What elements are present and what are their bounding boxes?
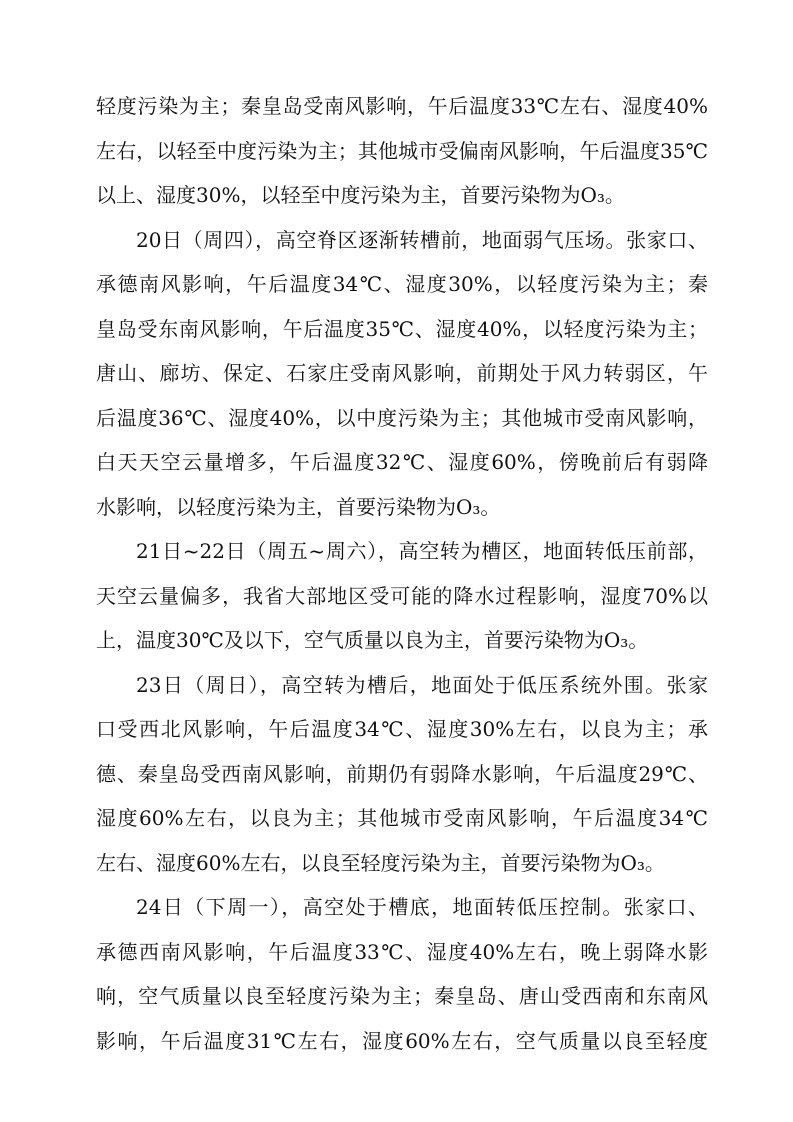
text-line: 皇岛受东南风影响，午后温度35℃、湿度40%，以轻度污染为主； [96,316,708,341]
text-line: 水影响，以轻度污染为主，首要污染物为O₃。 [96,494,501,519]
text-line: 湿度60%左右，以良为主；其他城市受南风影响，午后温度34℃ [96,806,708,830]
text-line: 23日（周日），高空转为槽后，地面处于低压系统外围。张家 [136,672,708,697]
paragraph-day-21-22 [96,529,708,663]
paragraph-continuation [96,84,708,218]
text-line: 以上、湿度30%，以轻至中度污染为主，首要污染物为O₃。 [96,183,625,207]
text-line: 德、秦皇岛受西南风影响，前期仍有弱降水影响，午后温度29℃、 [96,761,708,786]
text-line: 21日~22日（周五~周六），高空转为槽区，地面转低压前部， [136,539,708,563]
text-line: 20日（周四），高空脊区逐渐转槽前，地面弱气压场。张家口、 [136,227,708,252]
document-page [96,84,708,1063]
paragraph-day-24 [96,885,708,1063]
paragraph-day-23 [96,663,708,886]
text-line: 左右，以轻至中度污染为主；其他城市受偏南风影响，午后温度35℃ [96,138,708,163]
text-line: 白天天空云量增多，午后温度32℃、湿度60%，傍晚前后有弱降 [96,450,708,474]
text-line: 轻度污染为主；秦皇岛受南风影响，午后温度33℃左右、湿度40% [96,94,708,118]
text-line: 承德西南风影响，午后温度33℃、湿度40%左右，晚上弱降水影 [96,939,708,964]
text-line: 24日（下周一），高空处于槽底，地面转低压控制。张家口、 [136,895,708,919]
text-line: 天空云量偏多，我省大部地区受可能的降水过程影响，湿度70%以 [96,583,708,608]
text-line: 影响，午后温度31℃左右，湿度60%左右，空气质量以良至轻度 [96,1028,708,1053]
text-line: 左右、湿度60%左右，以良至轻度污染为主，首要污染物为O₃。 [96,850,665,875]
text-line: 口受西北风影响，午后温度34℃、湿度30%左右，以良为主；承 [96,717,708,741]
text-line: 响，空气质量以良至轻度污染为主；秦皇岛、唐山受西南和东南风 [96,984,708,1008]
text-line: 后温度36℃、湿度40%，以中度污染为主；其他城市受南风影响， [96,405,708,430]
paragraph-day-20 [96,218,708,530]
text-line: 唐山、廊坊、保定、石家庄受南风影响，前期处于风力转弱区，午 [96,361,708,385]
text-line: 承德南风影响，午后温度34℃、湿度30%，以轻度污染为主；秦 [96,272,708,296]
text-line: 上，温度30℃及以下，空气质量以良为主，首要污染物为O₃。 [96,628,649,652]
